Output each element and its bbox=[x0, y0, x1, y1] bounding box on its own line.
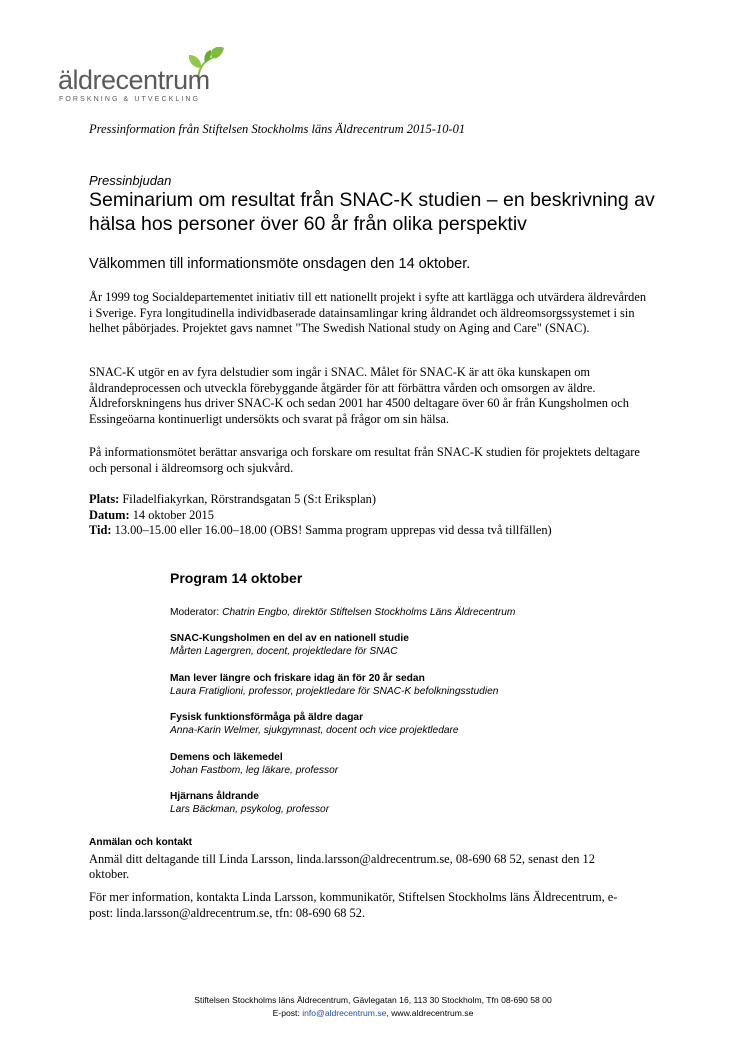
program-item bbox=[170, 790, 329, 816]
page-title: Seminarium om resultat från SNAC-K studien – en beskrivning av hälsa hos personer över 60 år från olika perspektiv bbox=[89, 189, 655, 235]
footer-address: Stiftelsen Stockholms läns Äldrecentrum, Gävlegatan 16, 113 30 Stockholm, Tfn 08-690 58 00 bbox=[194, 995, 552, 1005]
moderator-line bbox=[170, 607, 515, 618]
footer-email-label: E-post: bbox=[272, 1008, 300, 1018]
registration-text: Anmäl ditt deltagande till Linda Larsson, linda.larsson@aldrecentrum.se, 08-690 68 52, senast den 12 oktober. bbox=[89, 852, 595, 881]
place-label: Plats: bbox=[89, 492, 120, 506]
registration-heading: Anmälan och kontakt bbox=[89, 837, 193, 848]
place-value: Filadelfiakyrkan, Rörstrandsgatan 5 (S:t Eriksplan) bbox=[122, 492, 376, 506]
welcome-line: Välkommen till informationsmöte onsdagen den 14 oktober. bbox=[89, 256, 471, 272]
program-item bbox=[170, 711, 459, 737]
time-label: Tid: bbox=[89, 523, 112, 537]
time-value: 13.00–15.00 eller 16.00–18.00 (OBS! Samma program upprepas vid dessa två tillfällen) bbox=[114, 523, 552, 537]
date-row bbox=[89, 508, 552, 524]
date-value: 14 oktober 2015 bbox=[132, 507, 214, 522]
meeting-paragraph: På informationsmötet berättar ansvariga och forskare om resultat från SNAC-K studien för projektets deltagare och personal i äldreomsorg och sjukvård. bbox=[89, 445, 640, 475]
time-row bbox=[89, 523, 552, 539]
logo bbox=[58, 46, 228, 102]
footer-email-link[interactable]: info@aldrecentrum.se bbox=[302, 1008, 387, 1018]
program-item bbox=[170, 672, 498, 698]
date-label: Datum: bbox=[89, 507, 130, 522]
program-item-title: Man lever längre och friskare idag än för 20 år sedan bbox=[170, 673, 425, 684]
program-title: Program 14 oktober bbox=[170, 570, 303, 586]
program-item bbox=[170, 632, 409, 658]
logo-tagline: FORSKNING & UTVECKLING bbox=[59, 96, 201, 103]
more-info-text: För mer information, kontakta Linda Larsson, kommunikatör, Stiftelsen Stockholms läns Äldrecentrum, e-post: linda.larsson@aldrecentrum.se, tfn: 08-690 68 52. bbox=[89, 890, 618, 920]
moderator-value: Chatrin Engbo, direktör Stiftelsen Stockholms Läns Äldrecentrum bbox=[222, 607, 516, 618]
program-item-title: Fysisk funktionsförmåga på äldre dagar bbox=[170, 712, 364, 723]
footer-separator: , bbox=[386, 1008, 389, 1018]
program-item-speaker: Mårten Lagergren, docent, projektledare för SNAC bbox=[170, 646, 398, 657]
program-item-speaker: Laura Fratiglioni, professor, projektledare för SNAC-K befolkningsstudien bbox=[170, 686, 499, 697]
program-item-title: Demens och läkemedel bbox=[170, 752, 283, 763]
program-item bbox=[170, 751, 338, 777]
program-item-speaker: Anna-Karin Welmer, sjukgymnast, docent och vice projektledare bbox=[170, 725, 459, 736]
program-item-speaker: Johan Fastbom, leg läkare, professor bbox=[170, 765, 339, 776]
intro-paragraph: År 1999 tog Socialdepartementet initiativ till ett nationellt projekt i syfte att kartlägga och utvärdera äldrevården i Sverige. Fyra longitudinella individbaserade datainsamlingar kring åldrandet och äldreomsorgssystemet i sin helhet påbörjades. Projektet gavs namnet "The Swedish National study on Aging and Care" (SNAC). bbox=[89, 290, 647, 335]
event-details bbox=[89, 492, 552, 539]
program-item-speaker: Lars Bäckman, psykolog, professor bbox=[170, 804, 330, 815]
snac-k-paragraph: SNAC-K utgör en av fyra delstudier som ingår i SNAC. Målet för SNAC-K är att öka kunskapen om åldrandeprocessen och utveckla förebyggande åtgärder för att förbättra vården och omsorgen av äldre. Äldreforskningens hus driver SNAC-K och sedan 2001 har 4500 deltagare över 60 år från Kungsholmen och Essingeöarna kontinuerligt undersökts och svarat på frågor om sin hälsa. bbox=[89, 365, 629, 426]
place-row bbox=[89, 492, 552, 508]
footer-website[interactable]: www.aldrecentrum.se bbox=[391, 1008, 474, 1018]
press-info-line: Pressinformation från Stiftelsen Stockholms läns Äldrecentrum 2015-10-01 bbox=[89, 122, 466, 136]
footer-contact bbox=[0, 1008, 746, 1018]
moderator-label: Moderator: bbox=[170, 607, 220, 618]
program-item-title: Hjärnans åldrande bbox=[170, 791, 259, 802]
kicker: Pressinbjudan bbox=[89, 173, 172, 188]
program-item-title: SNAC-Kungsholmen en del av en nationell studie bbox=[170, 633, 409, 644]
logo-wordmark: äldrecentrum bbox=[58, 65, 210, 95]
